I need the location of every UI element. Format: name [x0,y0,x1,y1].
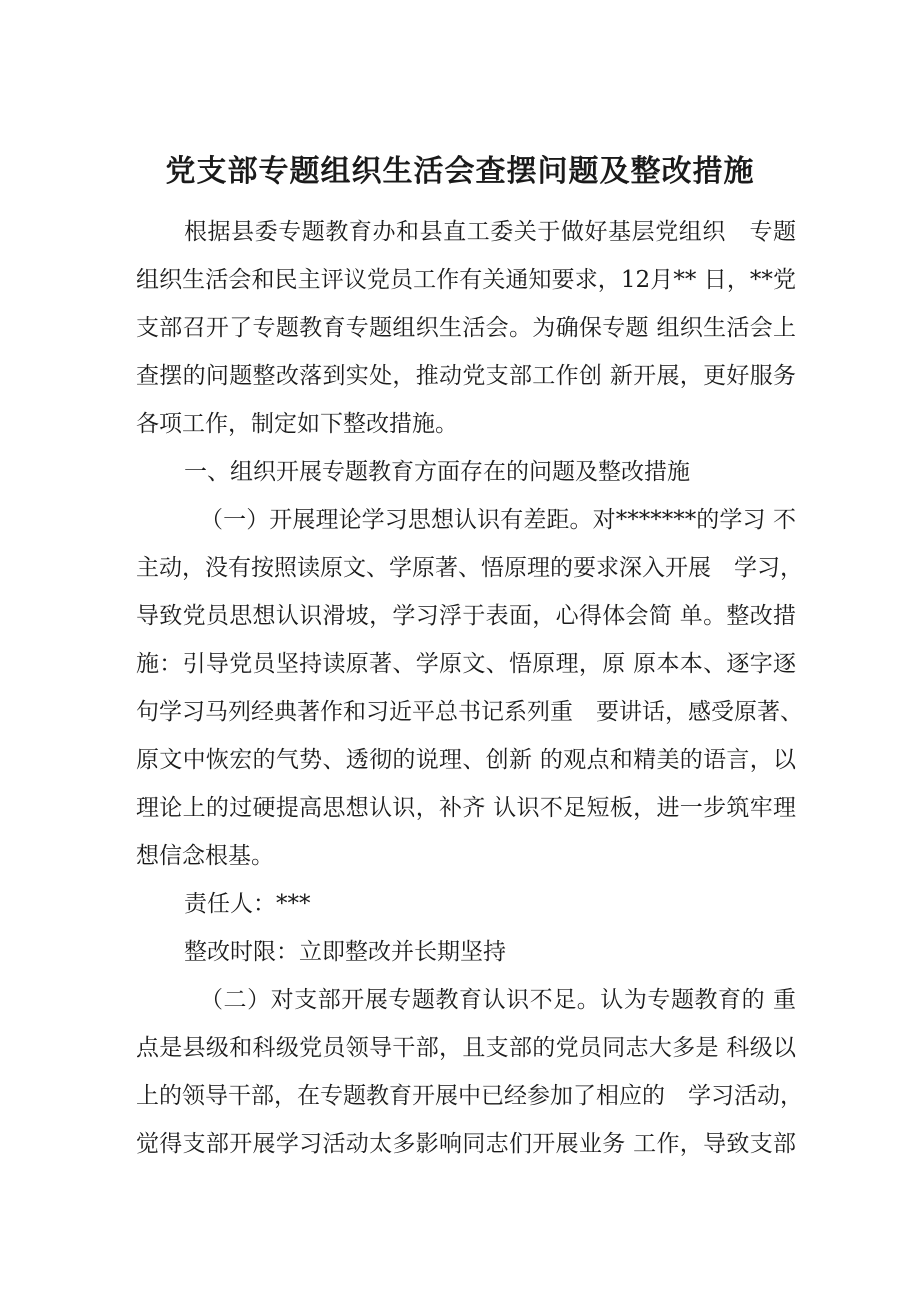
paragraph-line: 施：引导党员坚持读原著、学原文、悟原理，原 原本本、逐字逐 [136,651,796,677]
subsection-heading-line: （二）对支部开展专题教育认识不足。认为专题教育的 重 [200,987,796,1013]
section-heading: 一、组织开展专题教育方面存在的问题及整改措施 [184,459,690,485]
paragraph-line: 觉得支部开展学习活动太多影响同志们开展业务 工作，导致支部 [136,1131,796,1157]
responsible-person: 责任人：*** [184,891,311,917]
paragraph-line: 组织生活会和民主评议党员工作有关通知要求，12月** 日，**党 [136,267,796,293]
paragraph-line: 理论上的过硬提高思想认识，补齐 认识不足短板，进一步筑牢理 [136,795,796,821]
paragraph-line: 各项工作，制定如下整改措施。 [136,411,458,437]
paragraph-line: 支部召开了专题教育专题组织生活会。为确保专题 组织生活会上 [136,315,796,341]
paragraph-line: 查摆的问题整改落到实处，推动党支部工作创 新开展，更好服务 [136,363,796,389]
paragraph-line: 导致党员思想认识滑坡，学习浮于表面，心得体会简 单。整改措 [136,603,796,629]
deadline: 整改时限：立即整改并长期坚持 [184,939,506,965]
paragraph-line: 主动，没有按照读原文、学原著、悟原理的要求深入开展 学习， [136,555,803,581]
document-title: 党支部专题组织生活会查摆问题及整改措施 [165,154,755,189]
paragraph-line: 句学习马列经典著作和习近平总书记系列重 要讲话，感受原著、 [136,699,803,725]
paragraph-line: 点是县级和科级党员领导干部，且支部的党员同志大多是 科级以 [136,1035,796,1061]
paragraph-line: 想信念根基。 [136,843,274,869]
paragraph-line: 根据县委专题教育办和县直工委关于做好基层党组织 专题 [184,219,796,245]
subsection-heading-line: （一）开展理论学习思想认识有差距。对*******的学习 不 [200,507,796,533]
paragraph-line: 上的领导干部，在专题教育开展中已经参加了相应的 学习活动， [136,1083,803,1109]
paragraph-line: 原文中恢宏的气势、透彻的说理、创新 的观点和精美的语言，以 [136,747,796,773]
